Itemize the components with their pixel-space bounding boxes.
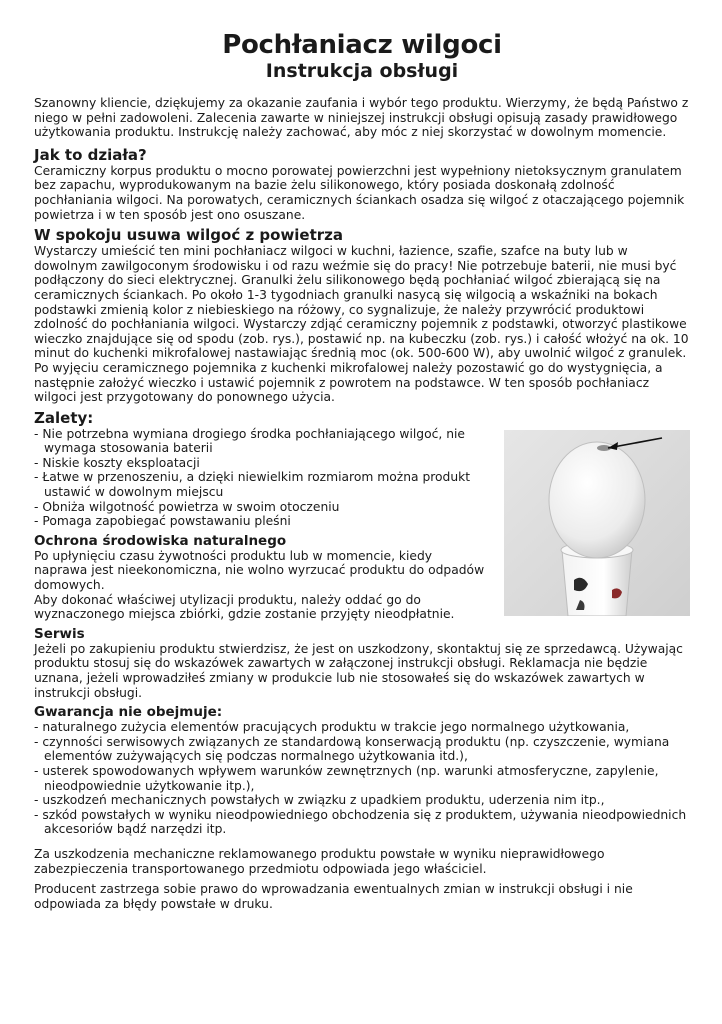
environment-text-2: Aby dokonać właściwej utylizacji produktu, należy oddać go do wyznaczonego miejsca zbiórki, gdzie zostanie przyjęty nieodpłatnie. bbox=[34, 592, 455, 622]
how-it-works-heading: Jak to działa? bbox=[34, 145, 147, 164]
product-photo bbox=[504, 430, 690, 616]
dehumidifier-illustration bbox=[504, 430, 690, 616]
environment-section bbox=[34, 533, 489, 622]
warranty-heading: Gwarancja nie obejmuje: bbox=[34, 704, 223, 721]
list-item: - Łatwe w przenoszeniu, a dzięki niewielkim rozmiarom można produkt ustawić w dowolnym miejscu bbox=[34, 470, 489, 499]
list-item: - usterek spowodowanych wpływem warunków zewnętrznych (np. warunki atmosferyczne, zapylenie, nieodpowiednie użytkowanie itp.), bbox=[34, 764, 690, 793]
advantages-list bbox=[34, 427, 489, 529]
list-item: - czynności serwisowych związanych ze standardową konserwacją produktu (np. czyszczenie, wymiana elementów zużywających się podczas normalnego użytkowania itd.), bbox=[34, 735, 690, 764]
list-item: - uszkodzeń mechanicznych powstałych w związku z upadkiem produktu, uderzenia nim itp., bbox=[34, 793, 690, 808]
page-subtitle: Instrukcja obsługi bbox=[265, 60, 459, 82]
environment-heading: Ochrona środowiska naturalnego bbox=[34, 532, 287, 549]
advantages-section bbox=[34, 409, 489, 529]
list-item: - Obniża wilgotność powietrza w swoim otoczeniu bbox=[34, 500, 489, 515]
mechanical-damage-note: Za uszkodzenia mechaniczne reklamowanego produktu powstałe w wyniku nieprawidłowego zabezpieczenia transportowanego przedmiotu odpowiada jego właściciel. bbox=[34, 846, 605, 876]
how-it-works-text: Ceramiczny korpus produktu o mocno porowatej powierzchni jest wypełniony nietoksycznym granulatem bez zapachu, wyprodukowanym na bazie żelu silikonowego, który posiada doskonałą zdolność pochłaniania wilgoci. Na porowatych, ceramicznych ściankach osadza się wilgoć z otaczającego pojemnik powietrza i w ten sposób jest ono osuszane. bbox=[34, 163, 685, 222]
environment-text-1: Po upłynięciu czasu żywotności produktu lub w momencie, kiedy naprawa jest nieekonomiczna, nie wolno wyrzucać produktu do odpadów domowych. bbox=[34, 548, 485, 593]
intro-paragraph: Szanowny kliencie, dziękujemy za okazanie zaufania i wybór tego produktu. Wierzymy, że będą Państwo z niego w pełni zadowoleni. Zalecenia zawarte w niniejszej instrukcji obsługi opisują zasady prawidłowego użytkowania produktu. Instrukcję należy zachować, aby móc z niej skorzystać w dowolnym momencie. bbox=[34, 96, 689, 140]
list-item: - Pomaga zapobiegać powstawaniu pleśni bbox=[34, 514, 489, 529]
list-item: - szkód powstałych w wyniku nieodpowiedniego obchodzenia się z produktem, używania nieodpowiednich akcesoriów bądź narzędzi itp. bbox=[34, 808, 690, 837]
producer-note: Producent zastrzega sobie prawo do wprowadzania ewentualnych zmian w instrukcji obsługi i nie odpowiada za błędy powstałe w druku. bbox=[34, 882, 633, 911]
service-heading: Serwis bbox=[34, 625, 85, 642]
removes-moisture-text: Wystarczy umieścić ten mini pochłaniacz wilgoci w kuchni, łazience, szafie, szafce na buty lub w dowolnym zawilgoconym środowisku i od razu weźmie się do pracy! Nie potrzebuje baterii, nie musi być podłączony do sieci elektrycznej. Granulki żelu silikonowego będą pochłaniać wilgoć zbierającą się na ceramicznych ściankach. Po około 1-3 tygodniach granulki nasycą się wilgocią a wskaźniki na bokach podstawki zmienią kolor z niebieskiego na różowy, co sygnalizuje, że należy przywrócić produktowi zdolność do pochłaniania wilgoci. Wystarczy zdjąć ceramiczny pojemnik z podstawki, otworzyć plastikowe wieczko znajdujące się od spodu (zob. rys.), postawić np. na kubeczku (zob. rys.) i całość włożyć na ok. 10 minut do kuchenki mikrofalowej nastawiając średnią moc (ok. 500-600 W), aby uwolnić wilgoć z granulek. Po wyjęciu ceramicznego pojemnika z kuchenki mikrofalowej należy pozostawić go do wystygnięcia, a następnie założyć wieczko i ustawić pojemnik z powrotem na podstawce. W ten sposób pochłaniacz wilgoci jest przygotowany do ponownego użycia. bbox=[34, 244, 689, 405]
service-text: Jeżeli po zakupieniu produktu stwierdzisz, że jest on uszkodzony, skontaktuj się ze sprzedawcą. Używając produktu stosuj się do wskazówek zawartych w załączonej instrukcji obsługi. Reklamacja nie będzie uznana, jeżeli wprowadziłeś zmiany w produkcie lub nie stosowałeś się do wskazówek zawartych w instrukcji obsługi. bbox=[34, 641, 683, 700]
list-item: - Nie potrzebna wymiana drogiego środka pochłaniającego wilgoć, nie wymaga stosowania baterii bbox=[34, 427, 489, 456]
list-item: - naturalnego zużycia elementów pracujących produktu w trakcie jego normalnego użytkowania, bbox=[34, 720, 690, 735]
instruction-page bbox=[34, 30, 690, 911]
removes-moisture-heading: W spokoju usuwa wilgoć z powietrza bbox=[34, 226, 344, 245]
advantages-heading: Zalety: bbox=[34, 408, 94, 427]
warranty-section bbox=[34, 704, 690, 837]
warranty-list bbox=[34, 720, 690, 837]
list-item: - Niskie koszty eksploatacji bbox=[34, 456, 489, 471]
page-title: Pochłaniacz wilgoci bbox=[222, 30, 502, 60]
how-it-works-section bbox=[34, 146, 690, 222]
removes-moisture-section bbox=[34, 226, 690, 405]
service-section bbox=[34, 626, 690, 700]
